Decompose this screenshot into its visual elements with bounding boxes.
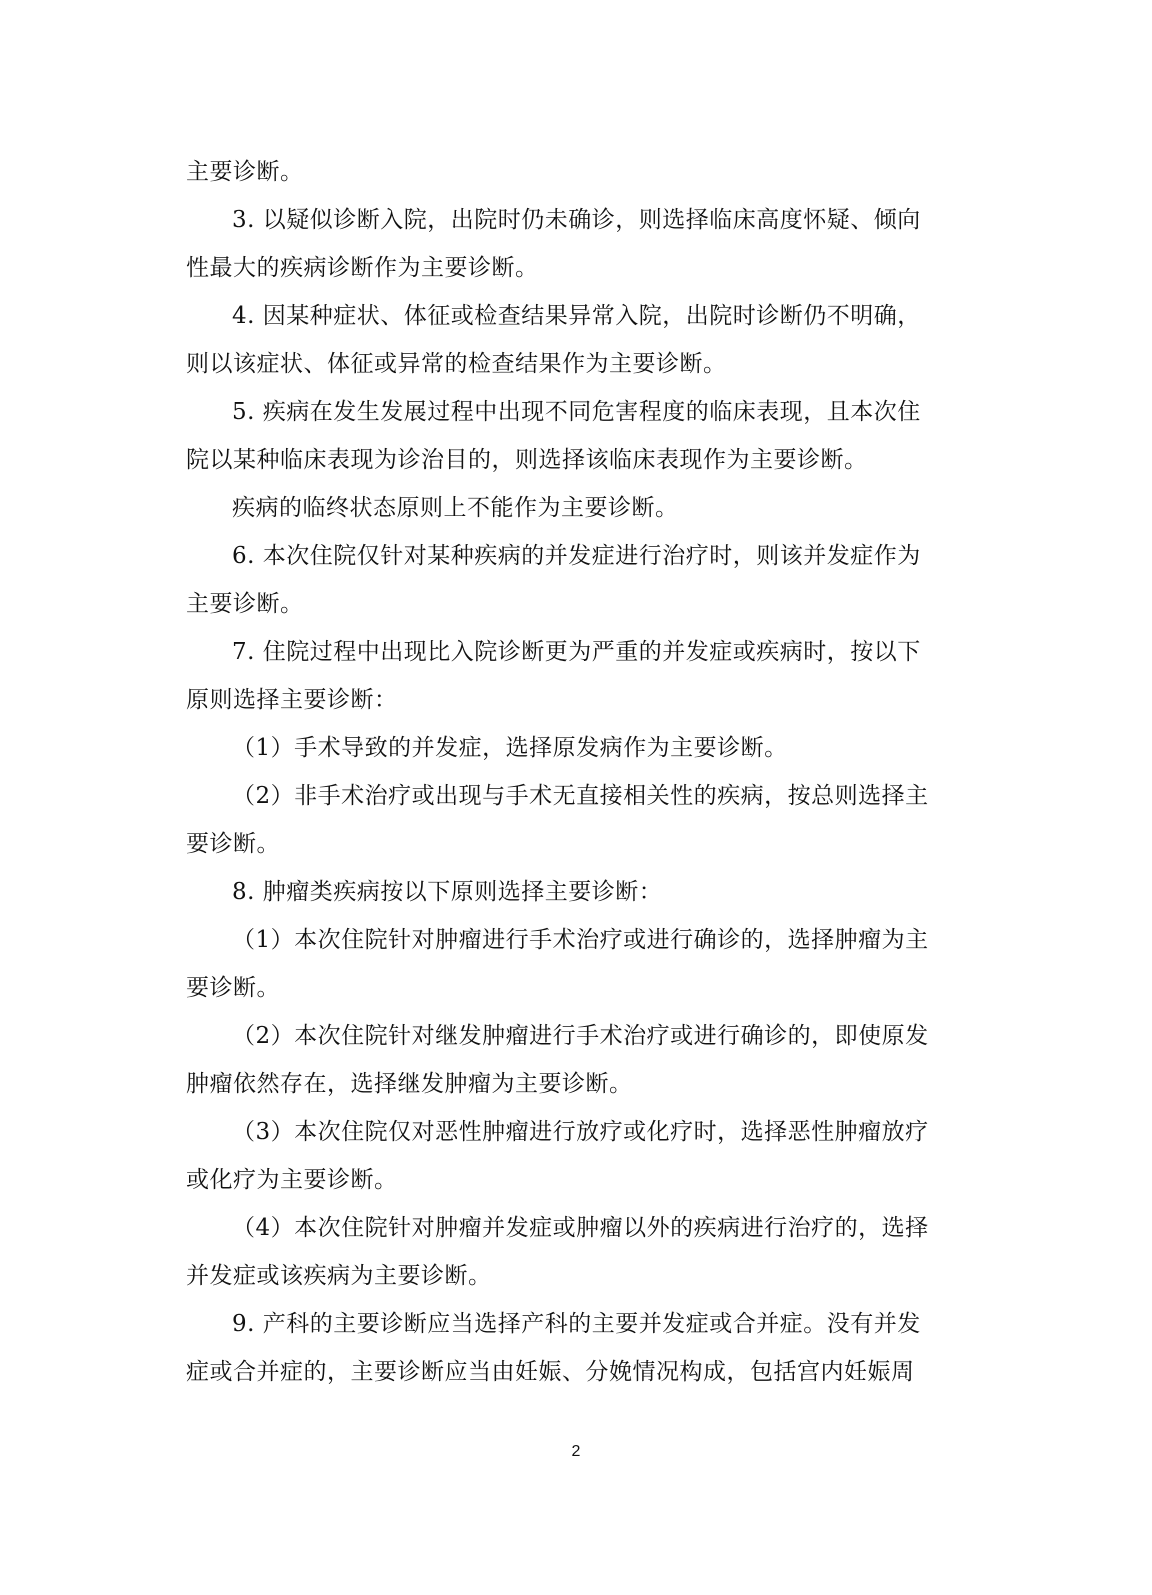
document-body <box>186 148 938 1396</box>
text-line: 原则选择主要诊断： <box>186 687 398 713</box>
text-line: 7. 住院过程中出现比入院诊断更为严重的并发症或疾病时，按以下 <box>232 639 921 665</box>
text-line: 4. 因某种症状、体征或检查结果异常入院，出院时诊断仍不明确， <box>232 303 921 329</box>
text-line: 性最大的疾病诊断作为主要诊断。 <box>186 255 539 281</box>
text-line: （1）手术导致的并发症，选择原发病作为主要诊断。 <box>232 735 788 761</box>
text-line: 9. 产科的主要诊断应当选择产科的主要并发症或合并症。没有并发 <box>232 1311 921 1337</box>
text-line: （4）本次住院针对肿瘤并发症或肿瘤以外的疾病进行治疗的，选择 <box>232 1215 929 1241</box>
text-line: 8. 肿瘤类疾病按以下原则选择主要诊断： <box>232 879 663 905</box>
text-line: 并发症或该疾病为主要诊断。 <box>186 1263 492 1289</box>
text-line: 要诊断。 <box>186 975 280 1001</box>
text-line: 疾病的临终状态原则上不能作为主要诊断。 <box>232 495 679 521</box>
text-line: 3. 以疑似诊断入院，出院时仍未确诊，则选择临床高度怀疑、倾向 <box>232 207 921 233</box>
text-line: 要诊断。 <box>186 831 280 857</box>
text-line: （2）非手术治疗或出现与手术无直接相关性的疾病，按总则选择主 <box>232 783 929 809</box>
text-line: （2）本次住院针对继发肿瘤进行手术治疗或进行确诊的，即使原发 <box>232 1023 929 1049</box>
text-line: 症或合并症的，主要诊断应当由妊娠、分娩情况构成，包括宫内妊娠周 <box>186 1359 915 1385</box>
text-line: 5. 疾病在发生发展过程中出现不同危害程度的临床表现，且本次住 <box>232 399 921 425</box>
text-line: 主要诊断。 <box>186 591 304 617</box>
text-line: （3）本次住院仅对恶性肿瘤进行放疗或化疗时，选择恶性肿瘤放疗 <box>232 1119 929 1145</box>
text-line: 则以该症状、体征或异常的检查结果作为主要诊断。 <box>186 351 727 377</box>
text-line: 或化疗为主要诊断。 <box>186 1167 398 1193</box>
page-number: 2 <box>571 1443 581 1460</box>
text-line: 主要诊断。 <box>186 159 304 185</box>
text-line: 肿瘤依然存在，选择继发肿瘤为主要诊断。 <box>186 1071 633 1097</box>
text-line: 院以某种临床表现为诊治目的，则选择该临床表现作为主要诊断。 <box>186 447 868 473</box>
text-line: （1）本次住院针对肿瘤进行手术治疗或进行确诊的，选择肿瘤为主 <box>232 927 929 953</box>
text-line: 6. 本次住院仅针对某种疾病的并发症进行治疗时，则该并发症作为 <box>232 543 921 569</box>
